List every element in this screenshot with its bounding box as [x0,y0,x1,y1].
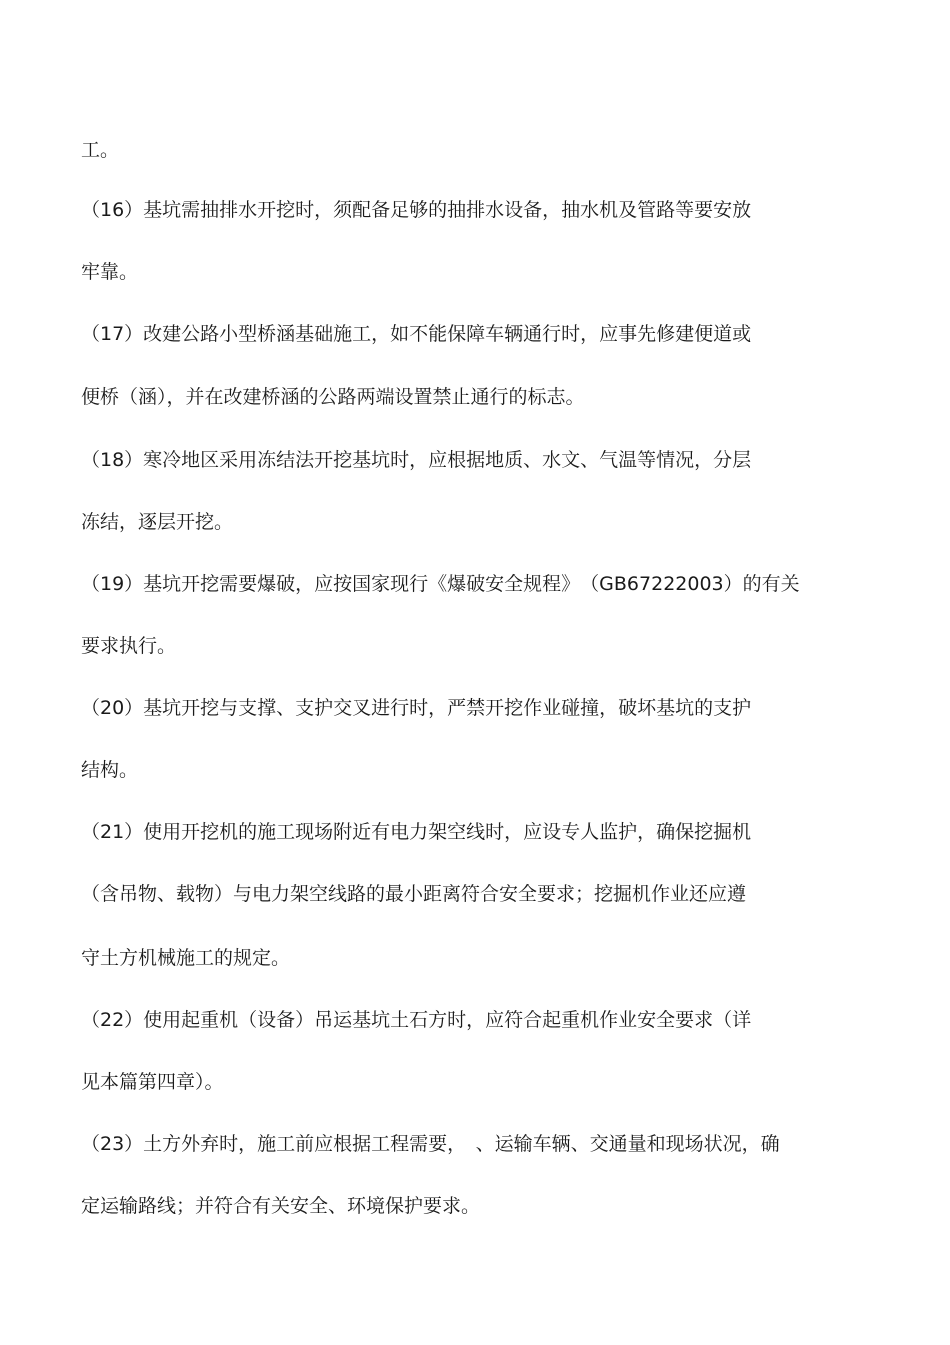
text-line: 冻结，逐层开挖。 [81,511,234,533]
text-line: 见本篇第四章）。 [81,1071,224,1093]
text-line: （22）使用起重机（设备）吊运基坑土石方时，应符合起重机作业安全要求（详 [81,1009,752,1031]
text-line: 牢靠。 [81,261,139,283]
text-line: （21）使用开挖机的施工现场附近有电力架空线时，应设专人监护，确保挖掘机 [81,821,752,843]
text-line: （17）改建公路小型桥涵基础施工，如不能保障车辆通行时，应事先修建便道或 [81,323,752,345]
text-line: （18）寒冷地区采用冻结法开挖基坑时，应根据地质、水文、气温等情况，分层 [81,449,752,471]
text-line: （16）基坑需抽排水开挖时，须配备足够的抽排水设备，抽水机及管路等要安放 [81,199,752,221]
text-line: （19）基坑开挖需要爆破，应按国家现行《爆破安全规程》 （GB67222003）的有关 [81,573,800,595]
text-line: （20）基坑开挖与支撑、支护交叉进行时，严禁开挖作业碰撞，破坏基坑的支护 [81,697,752,719]
text-line: 工。 [81,139,120,161]
text-line: 定运输路线；并符合有关安全、环境保护要求。 [81,1195,481,1217]
text-line: 便桥（涵），并在改建桥涵的公路两端设置禁止通行的标志。 [81,386,585,408]
text-line: （23）土方外弃时，施工前应根据工程需要， 、运输车辆、交通量和现场状况，确 [81,1133,780,1155]
text-line: （含吊物、载物）与电力架空线路的最小距离符合安全要求；挖掘机作业还应遵 [81,883,747,905]
text-line: 要求执行。 [81,635,177,657]
text-line: 守土方机械施工的规定。 [81,947,291,969]
text-line: 结构。 [81,759,139,781]
